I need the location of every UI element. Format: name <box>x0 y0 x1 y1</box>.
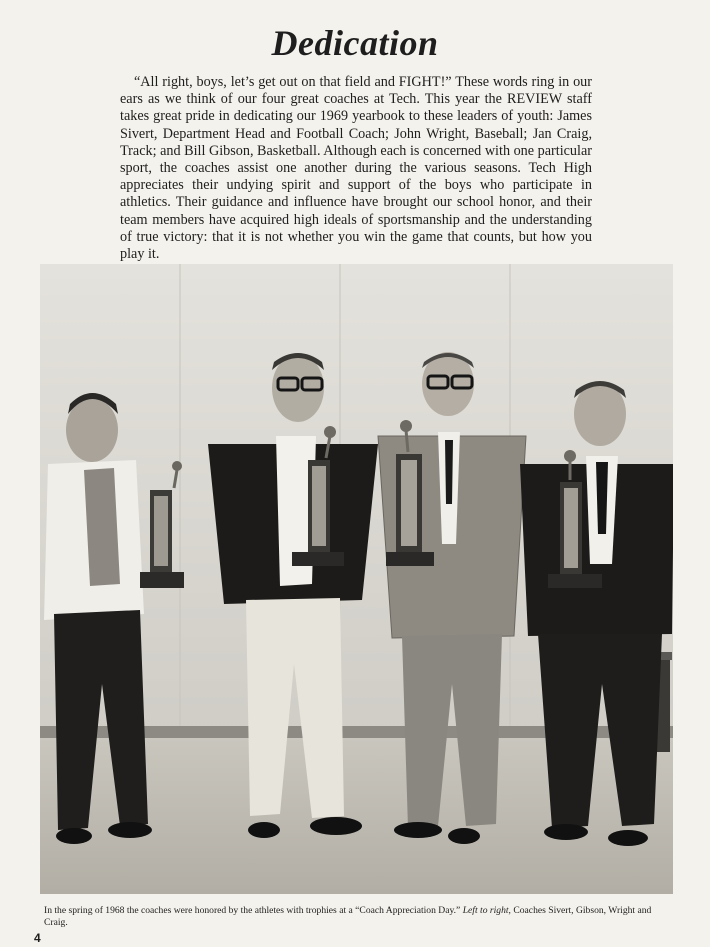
caption-main: In the spring of 1968 the coaches were honored by the athletes with trophies at a “Coach Appreciation Day.” <box>44 905 463 916</box>
caption-rest: Coaches Sivert, Gibson, Wright and Craig. <box>44 905 652 928</box>
coaches-photo <box>40 264 673 894</box>
page-number: 4 <box>34 931 41 945</box>
photo-caption <box>44 905 674 929</box>
dedication-text: “All right, boys, let’s get out on that field and FIGHT!” These words ring in our ears as we think of our four great coaches at Tech. This year the REVIEW staff takes great pride in dedicating our 1969 yearbook to these leaders of youth: James Sivert, Department Head and Football Coach; John Wright, Baseball; Jan Craig, Track; and Bill Gibson, Basketball. Although each is concerned with one particular sport, the coaches assist one another during the various seasons. Tech High appreciates their undying spirit and support of the boys who participate in athletics. Their guidance and influence have brought our school honor, and their team members have acquired high ideals of sportsmanship and the understanding of true victory: that it is not whether you win the game that counts, but how you play it. <box>120 74 592 263</box>
caption-italic: Left to right, <box>462 905 511 916</box>
page-title: Dedication <box>271 23 439 63</box>
